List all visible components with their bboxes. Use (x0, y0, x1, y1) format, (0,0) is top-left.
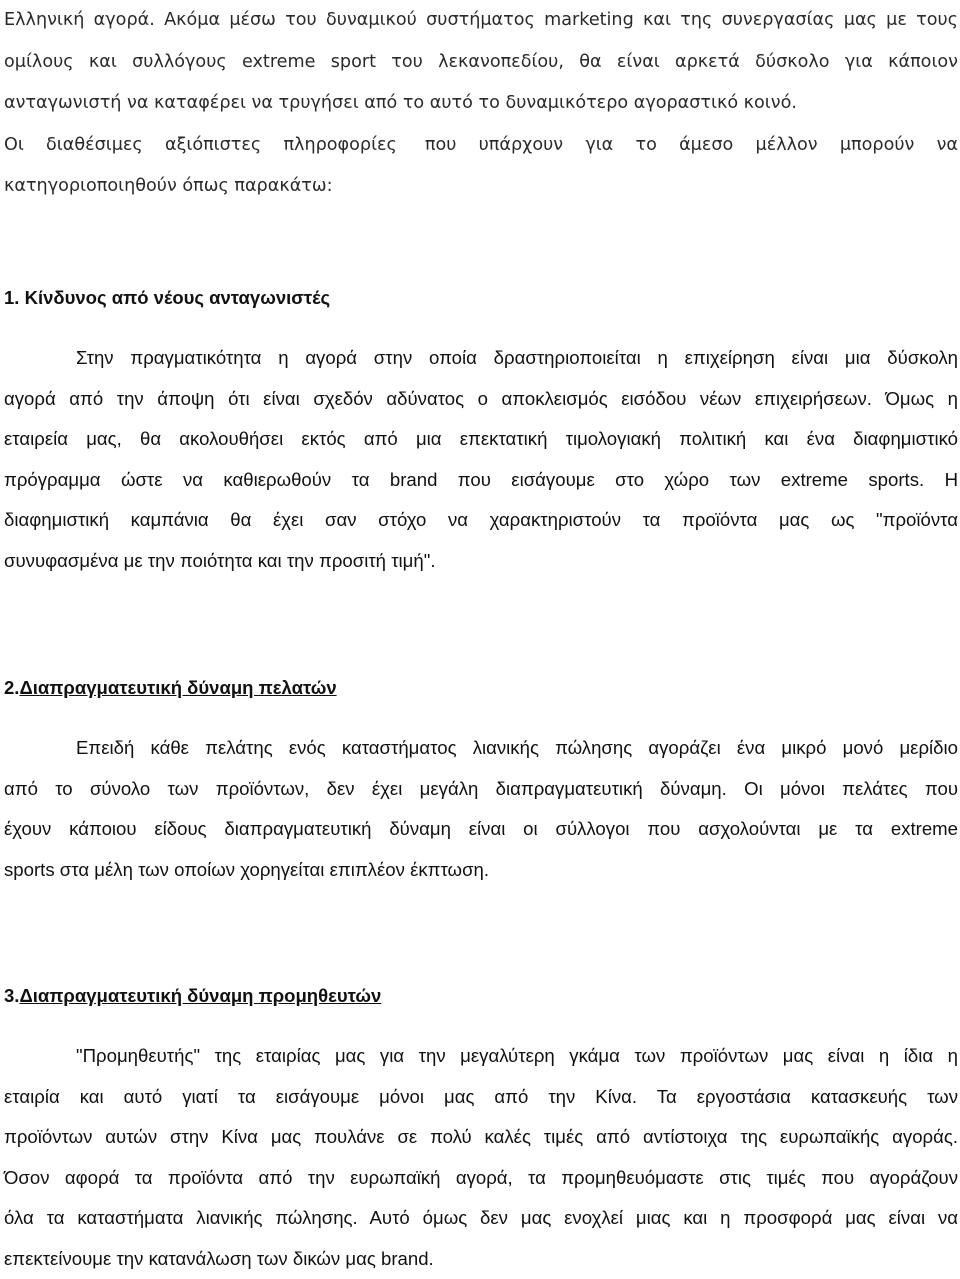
available-info-line (4, 125, 958, 167)
section-title: Διαπραγματευτική δύναμη πελατών (19, 677, 336, 698)
available-info-line-2: κατηγοριοποιηθούν όπως παρακάτω: (4, 166, 958, 208)
paragraph-line: Όσον αφορά τα προϊόντα από την ευρωπαϊκή αγορά, τα προμηθευόμαστε στις τιμές που αγοράζουν (4, 1158, 958, 1199)
section-paragraph-1 (4, 338, 958, 581)
paragraph-line: προϊόντων αυτών στην Κίνα μας πουλάνε σε πολύ καλές τιμές από αντίστοιχα της ευρωπαϊκής αγοράς. (4, 1117, 958, 1158)
available-info-part2: που υπάρχουν για το άμεσο μέλλον μπορούν να (425, 135, 958, 155)
paragraph-line: Επειδή κάθε πελάτης ενός καταστήματος λιανικής πώλησης αγοράζει ένα μικρό μονό μερίδιο (4, 728, 958, 769)
intro-text (4, 0, 958, 208)
section-number: 2. (4, 677, 19, 698)
section-paragraph-3 (4, 1036, 958, 1279)
paragraph-line: από το σύνολο των προϊόντων, δεν έχει μεγάλη διαπραγματευτική δύναμη. Οι μόνοι πελάτες που (4, 769, 958, 810)
paragraph-line: έχουν κάποιου είδους διαπραγματευτική δύναμη είναι οι σύλλογοι που ασχολούνται με τα extreme (4, 809, 958, 850)
available-info-part1: Οι διαθέσιμες αξιόπιστες πληροφορίες (4, 135, 397, 155)
intro-line: ανταγωνιστή να καταφέρει να τρυγήσει από το αυτό το δυναμικότερο αγοραστικό κοινό. (4, 83, 958, 125)
paragraph-line: επεκτείνουμε την κατανάλωση των δικών μας brand. (4, 1239, 958, 1279)
paragraph-line: εταιρία και αυτό γιατί τα εισάγουμε μόνοι μας από την Κίνα. Τα εργοστάσια κατασκευής των (4, 1077, 958, 1118)
section-title: Διαπραγματευτική δύναμη προμηθευτών (19, 985, 381, 1006)
intro-line: Ελληνική αγορά. Ακόμα μέσω του δυναμικού συστήματος marketing και της συνεργασίας μας με τους (4, 0, 958, 42)
paragraph-line: διαφημιστική καμπάνια θα έχει σαν στόχο να χαρακτηριστούν τα προϊόντα μας ως "προϊόντα (4, 500, 958, 541)
paragraph-line: συνυφασμένα με την ποιότητα και την προσιτή τιμή". (4, 541, 958, 582)
paragraph-line: sports στα μέλη των οποίων χορηγείται επιπλέον έκπτωση. (4, 850, 958, 891)
paragraph-line: "Προμηθευτής" της εταιρίας μας για την μεγαλύτερη γκάμα των προϊόντων μας είναι η ίδια η (4, 1036, 958, 1077)
intro-line: ομίλους και συλλόγους extreme sport του λεκανοπεδίου, θα είναι αρκετά δύσκολο για κάποιον (4, 42, 958, 84)
section-heading-3 (4, 984, 381, 1008)
section-heading-2 (4, 676, 337, 700)
paragraph-line: πρόγραμμα ώστε να καθιερωθούν τα brand που εισάγουμε στο χώρο των extreme sports. Η (4, 460, 958, 501)
section-title: Κίνδυνος από νέους ανταγωνιστές (25, 287, 331, 308)
paragraph-line: αγορά από την άποψη ότι είναι σχεδόν αδύνατος ο αποκλεισμός εισόδου νέων επιχειρήσεων. Όμως η (4, 379, 958, 420)
section-paragraph-2 (4, 728, 958, 890)
section-heading-1 (4, 286, 330, 310)
paragraph-line: όλα τα καταστήματα λιανικής πώλησης. Αυτό όμως δεν μας ενοχλεί μιας και η προσφορά μας είναι να (4, 1198, 958, 1239)
paragraph-line: εταιρεία μας, θα ακολουθήσει εκτός από μια επεκτατική τιμολογιακή πολιτική και ένα διαφημιστικό (4, 419, 958, 460)
section-number: 1. (4, 287, 19, 308)
paragraph-line: Στην πραγματικότητα η αγορά στην οποία δραστηριοποιείται η επιχείρηση είναι μια δύσκολη (4, 338, 958, 379)
section-number: 3. (4, 985, 19, 1006)
